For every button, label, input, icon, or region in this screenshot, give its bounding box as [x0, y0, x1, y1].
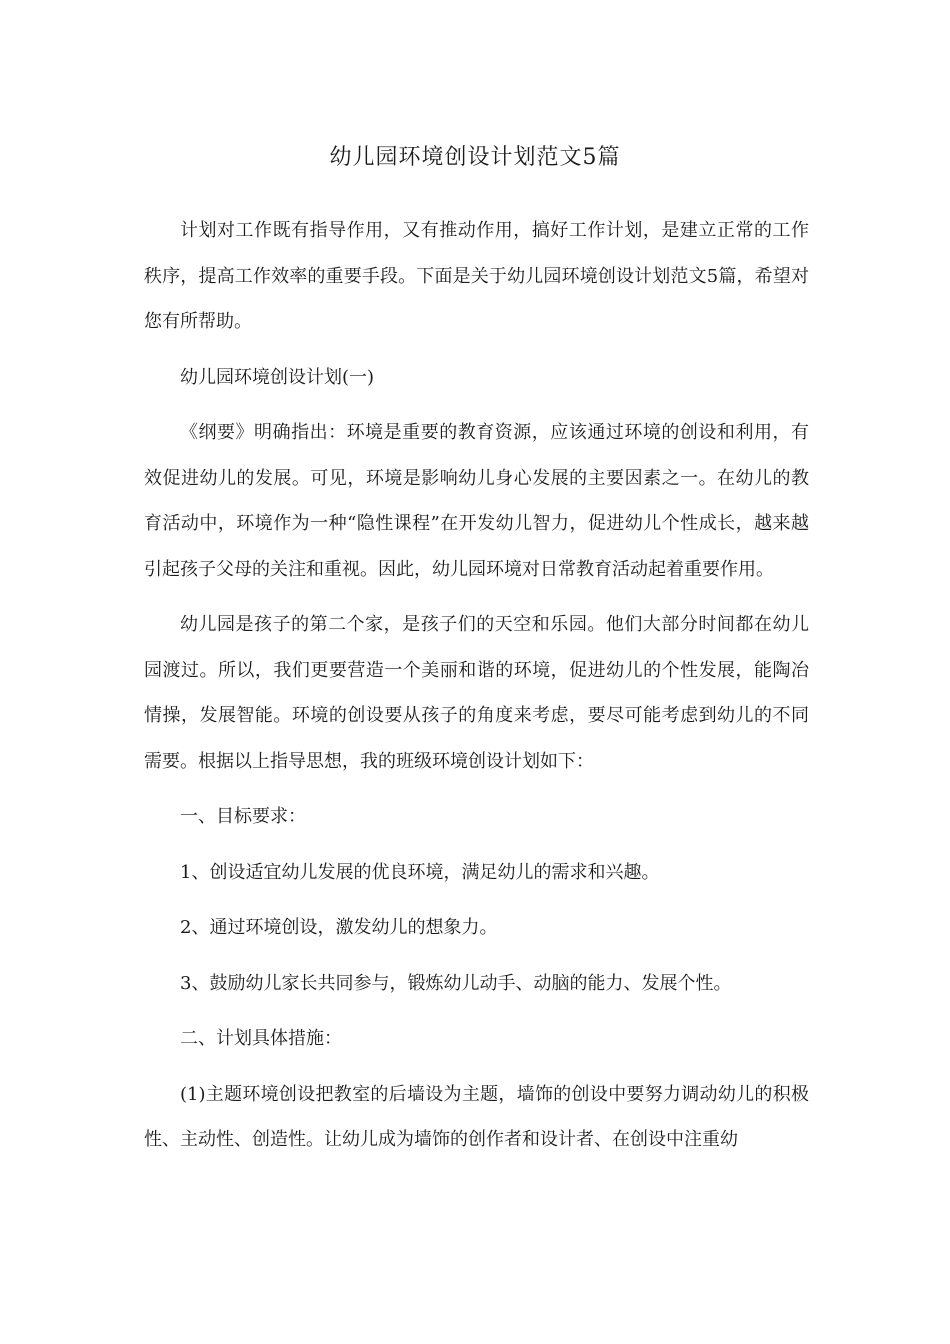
- section-heading-goals: 一、目标要求：: [180, 806, 306, 827]
- body-paragraph: 幼儿园是孩子的第二个家，是孩子们的天空和乐园。他们大部分时间都在幼儿园渡过。所以，我们更要营造一个美丽和谐的环境，促进幼儿的个性发展，能陶冶情操，发展智能。环境的创设要从孩子的角度来考虑，要尽可能考虑到幼儿的不同需要。根据以上指导思想，我的班级环境创设计划如下：: [144, 614, 809, 772]
- list-item: 1、创设适宜幼儿发展的优良环境，满足幼儿的需求和兴趣。: [180, 861, 660, 883]
- section-heading-measures: 二、计划具体措施：: [180, 1028, 342, 1049]
- intro-paragraph: 计划对工作既有指导作用，又有推动作用，搞好工作计划，是建立正常的工作秩序，提高工作效率的重要手段。下面是关于幼儿园环境创设计划范文5篇，希望对您有所帮助。: [144, 220, 809, 332]
- document-body: [144, 208, 809, 1173]
- list-item: 2、通过环境创设，激发幼儿的想象力。: [180, 917, 498, 938]
- body-paragraph: 《纲要》明确指出：环境是重要的教育资源，应该通过环境的创设和利用，有效促进幼儿的发展。可见，环境是影响幼儿身心发展的主要因素之一。在幼儿的教育活动中，环境作为一种“隐性课程”在开发幼儿智力，促进幼儿个性成长，越来越引起孩子父母的关注和重视。因此，幼儿园环境对日常教育活动起着重要作用。: [144, 422, 809, 580]
- section-heading-plan-1: 幼儿园环境创设计划(一): [180, 366, 375, 388]
- list-item: 3、鼓励幼儿家长共同参与，锻炼幼儿动手、动脑的能力、发展个性。: [180, 972, 732, 994]
- body-paragraph: (1)主题环境创设把教室的后墙设为主题，墙饰的创设中要努力调动幼儿的积极性、主动性、创造性。让幼儿成为墙饰的创作者和设计者、在创设中注重幼: [144, 1083, 809, 1150]
- document-title: 幼儿园环境创设计划范文5篇: [329, 145, 621, 170]
